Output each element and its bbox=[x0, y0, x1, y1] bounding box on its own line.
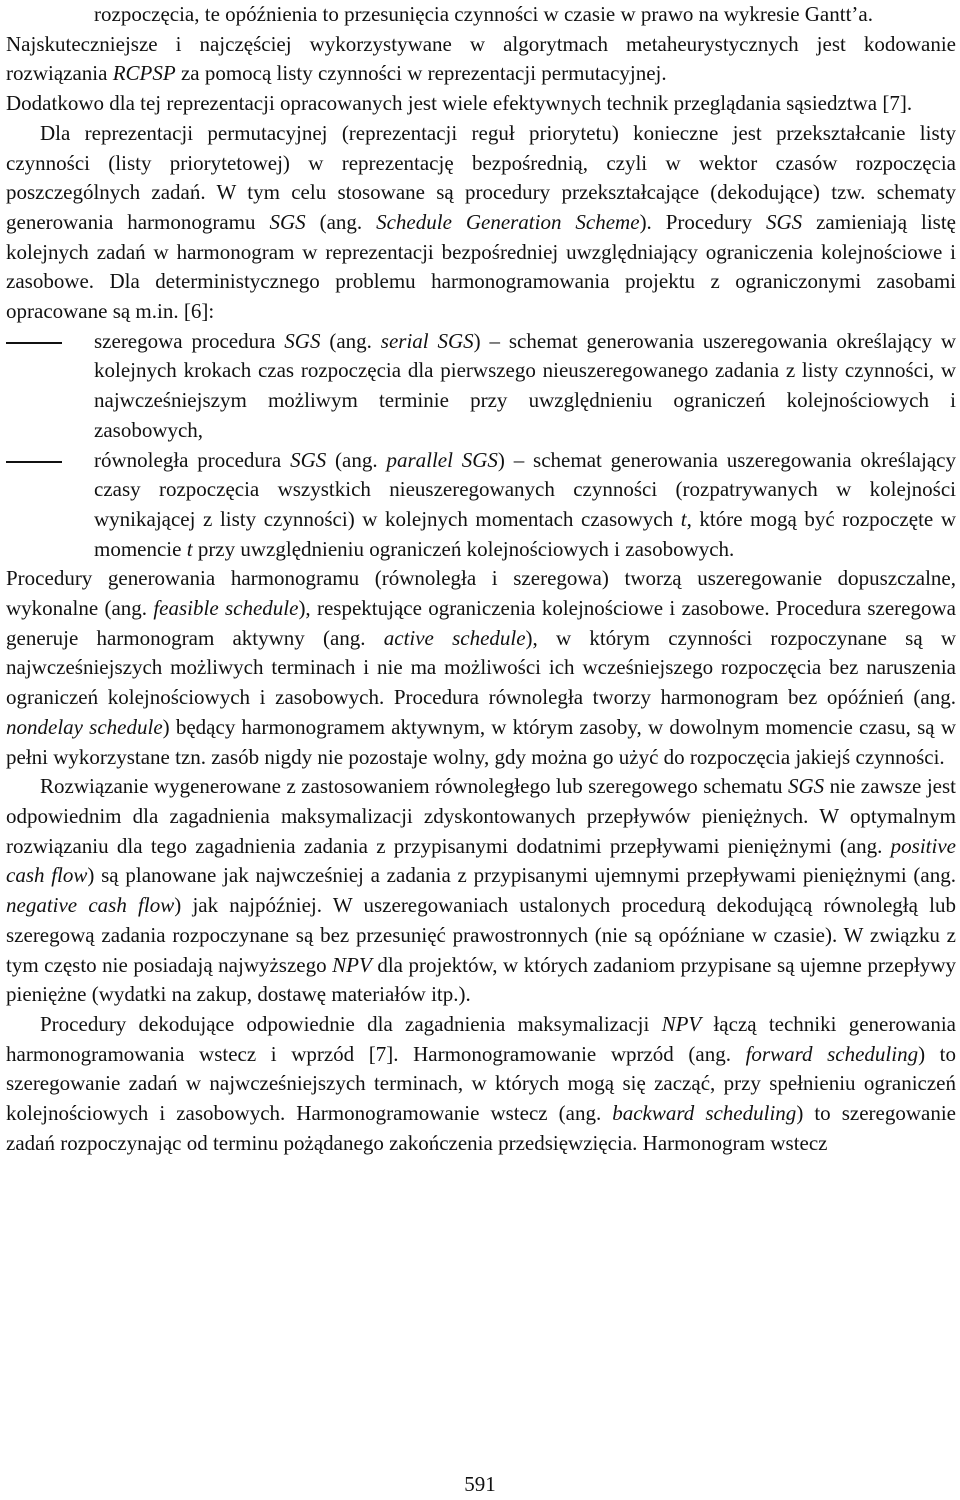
text-run: Procedury generowania harmonogramu (równoległa i szeregowa) tworzą uszeregowanie dopuszczalne, wykonalne (ang. bbox=[6, 566, 956, 621]
list-item-parallel-sgs bbox=[6, 446, 956, 565]
text-run: (ang. bbox=[320, 328, 381, 353]
text-run: (ang. bbox=[326, 447, 387, 472]
term-parallel-sgs: parallel SGS bbox=[386, 447, 498, 472]
text-run: równoległa procedura bbox=[94, 447, 291, 472]
text-run: ) będący harmonogramem aktywnym, w którym zasoby, w dowolnym momencie czasu, są w pełni wykorzystane tzn. zasób nigdy nie pozostaje wolny, gdy można go użyć do rozpoczęcia jakiejś czynności. bbox=[6, 714, 956, 769]
term-rcpsp: RCPSP bbox=[112, 61, 176, 86]
text-run: rozpoczęcia, te opóźnienia to przesunięcia czynności w czasie w prawo na wykresie Gantt’a. bbox=[94, 2, 873, 26]
term-t: t bbox=[680, 506, 687, 531]
text-run: Procedury dekodujące odpowiednie dla zagadnienia maksymalizacji bbox=[40, 1011, 662, 1036]
text-run: ) są planowane jak najwcześniej a zadania z przypisanymi ujemnymi przepływami pieniężnymi (ang. bbox=[87, 863, 956, 888]
text-run: Dla reprezentacji permutacyjnej (reprezentacji reguł priorytetu) konieczne jest przekształcanie listy czynności (listy priorytetowej) w reprezentację bezpośrednią, czyli w wektor czasów rozpoczęcia poszczególnych zadań. W tym celu stosowane są procedury przekształcające (dekodujące) tzw. schematy generowania harmonogramu bbox=[6, 120, 956, 234]
text-run: dla projektów, w których zadaniom przypisane są ujemne przepływy pieniężne (wydatki na zakup, dostawę materiałów itp.). bbox=[6, 952, 956, 1007]
paragraph-permutation bbox=[6, 119, 956, 327]
text-run: łączą techniki generowania harmonogramowania wstecz i wprzód [7]. Harmonogramowanie wprzód (ang. bbox=[6, 1011, 956, 1066]
term-npv: NPV bbox=[332, 952, 372, 977]
term-sgs: SGS bbox=[290, 447, 327, 472]
term-forward-scheduling: forward scheduling bbox=[745, 1041, 919, 1066]
text-run: ), respektujące ograniczenia kolejnościowe i zasobowe. Procedura szeregowa generuje harmonogram aktywny (ang. bbox=[6, 596, 956, 650]
text-run: Najskuteczniejsze i najczęściej wykorzystywane w algorytmach metaheurystycznych jest kodowanie rozwiązania bbox=[6, 31, 956, 86]
text-run: (ang. bbox=[305, 209, 377, 234]
term-sgs: SGS bbox=[284, 328, 321, 353]
term-active-schedule: active schedule bbox=[383, 625, 526, 650]
term-t: t bbox=[186, 536, 193, 561]
paragraph-schedule-types bbox=[6, 564, 956, 772]
paragraph-npv-issue bbox=[6, 772, 956, 1010]
term-schedule-generation-scheme: Schedule Generation Scheme bbox=[376, 209, 640, 234]
text-run: Rozwiązanie wygenerowane z zastosowaniem równoległego lub szeregowego schematu bbox=[40, 774, 789, 799]
text-run: zamieniają listę kolejnych zadań w harmonogram w reprezentacji bezpośredniej uwzględniający ograniczenia kolejnościowe i zasobowe. Dla deterministycznego problemu harmonogramowania projektu z ograniczonymi zasobami opracowane są m.in. [6]: bbox=[6, 209, 956, 324]
term-feasible-schedule: feasible schedule bbox=[153, 596, 299, 621]
page-body bbox=[6, 0, 956, 1158]
paragraph-rcpsp-encoding bbox=[6, 30, 956, 89]
term-nondelay-schedule: nondelay schedule bbox=[6, 714, 163, 739]
term-sgs: SGS bbox=[269, 209, 306, 234]
text-run: ). Procedury bbox=[639, 209, 766, 234]
text-run: ) jak najpóźniej. W uszeregowaniach ustalonych procedurą dekodującą równoległą lub szeregową zadania rozpoczynane są bez przesunięć prawostronnych (nie są opóźniane w czasie). W związku z tym często nie posiadają najwyższego bbox=[6, 893, 956, 977]
text-run: szeregowa procedura bbox=[94, 328, 285, 353]
text-run: , które mogą być rozpoczęte w momencie bbox=[94, 506, 956, 561]
text-run: ) to szeregowanie zadań rozpoczynając od terminu pożądanego zakończenia przedsięwzięcia. Harmonogram wstecz bbox=[6, 1101, 956, 1155]
term-sgs: SGS bbox=[788, 774, 825, 799]
text-run: przy uwzględnieniu ograniczeń kolejnościowych i zasobowych. bbox=[192, 536, 735, 561]
text-run: ) to szeregowanie zadań w najwcześniejszych terminach, w których mogą się zacząć, przy spełnieniu ograniczeń kolejnościowych i zasobowych. Harmonogramowanie wstecz (ang. bbox=[6, 1041, 957, 1126]
paragraph-forward-backward bbox=[6, 1010, 956, 1159]
list-item-serial-sgs bbox=[6, 327, 956, 446]
term-serial-sgs: serial SGS bbox=[380, 328, 474, 353]
term-npv: NPV bbox=[661, 1011, 702, 1036]
page-number: 591 bbox=[464, 1472, 496, 1496]
term-positive-cash-flow: positive cash flow bbox=[6, 833, 956, 888]
paragraph-continuation bbox=[6, 0, 956, 30]
text-run: nie zawsze jest odpowiednim dla zagadnienia maksymalizacji zdyskontowanych przepływów pieniężnych. W optymalnym rozwiązaniu dla tego zagadnienia zadania z przypisanymi dodatnimi przepływami pieniężnymi (ang. bbox=[6, 774, 956, 858]
term-backward-scheduling: backward scheduling bbox=[612, 1101, 797, 1126]
paragraph-neighborhood bbox=[6, 89, 956, 119]
text-run: ), w którym czynności rozpoczynane są w najwcześniejszych możliwych terminach i nie ma możliwości ich wcześniejszego rozpoczęcia bez naruszenia ograniczeń kolejnościowych i zasobowych. Procedura równoległa tworzy harmonogram bez opóźnień (ang. bbox=[6, 625, 956, 710]
term-sgs: SGS bbox=[766, 209, 803, 234]
text-run: za pomocą listy czynności w reprezentacji permutacyjnej. bbox=[175, 61, 667, 86]
text-run: ) – schemat generowania uszeregowania określający w kolejnych krokach czas rozpoczęcia dla pierwszego nieuszeregowanego zadania z listy czynności, w najwcześniejszym możliwym terminie przy uwzględnieniu ograniczeń kolejnościowych i zasobowych, bbox=[94, 328, 956, 442]
list-dash bbox=[6, 342, 62, 344]
text-run: ) – schemat generowania uszeregowania określający czasy rozpoczęcia wszystkich nieuszeregowanych czynności (rozpatrywanych w kolejności wynikającej z listy czynności) w kolejnych momentach czasowych bbox=[94, 447, 956, 531]
text-run: Dodatkowo dla tej reprezentacji opracowanych jest wiele efektywnych technik przeglądania sąsiedztwa [7]. bbox=[6, 91, 913, 116]
term-negative-cash-flow: negative cash flow bbox=[6, 893, 175, 918]
list-dash bbox=[6, 461, 62, 463]
